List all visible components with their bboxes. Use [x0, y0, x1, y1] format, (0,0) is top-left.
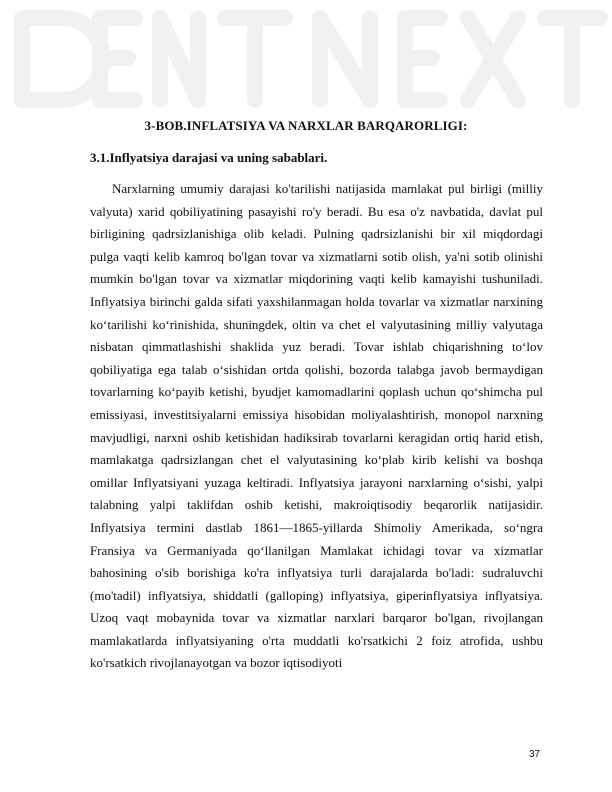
watermark-icon — [0, 0, 612, 120]
chapter-title: 3-BOB.INFLATSIYA VA NARXLAR BARQARORLIGI: — [144, 118, 468, 133]
page-number: 37 — [529, 749, 541, 760]
body-paragraph: Narxlarning umumiy darajasi ko'tarilishi natijasida mamlakat pul birligi (milliy valyuta) xarid qobiliyatining pasayishi ro'y beradi. Bu esa o'z navbatida, davlat pul birligining qadrsizlanishiga olib keladi. Pulning qadrsizlanishi bir xil miqdordagi pulga vaqti kelib kamroq bo'lgan tovar va xizmatlarni sotib olish, ya'ni sotib olinishi mumkin bo'lgan tovar va xizmatlar miqdorining vaqti kelib kamayishi tushuniladi. Inflyatsiya birinchi galda sifati yaxshilanmagan holda tovarlar va xizmatlar narxining ko‘tarilishi ko‘rinishida, shuningdek, oltin va chet el valyutasining milliy valyutaga nisbatan qimmatlashishi shaklida yuz beradi. Tovar ishlab chiqarishning to‘lov qobiliyatiga ega talab o‘sishidan ortda qolishi, bozorda talabga javob bermaydigan tovarlarning ko‘payib ketishi, byudjet kamomadlarini qoplash uchun qo‘shimcha pul emissiyasi, investitsiyalarni emissiya hisobidan moliyalashtirish, monopol narxning mavjudligi, narxni oshib ketishidan hadiksirab tovarlarni keragidan ortiq harid etish, mamlakatga qadrsizlangan chet el valyutasining ko‘plab kirib kelishi va boshqa omillar Inflyatsiyani yuzaga keltiradi. Inflyatsiya jarayoni narxlarning o‘sishi, yalpi talabning yalpi taklifdan oshib ketishi, makroiqtisodiy beqarorlik natijasidir. Inflyatsiya termini dastlab 1861—1865-yillarda Shimoliy Amerikada, so‘ngra Fransiya va Germaniyada qo‘llanilgan Mamlakat ichidagi tovar va xizmatlar bahosining o'sib borishiga ko'ra inflyatsiya turli darajalarda bo'ladi: sudraluvchi (mo'tadil) inflyatsiya, shiddatli (galloping) inflyatsiya, giperinflyatsiya inflyatsiya. Uzoq vaqt mobaynida tovar va xizmatlar narxlari barqaror bo'lgan, rivojlangan mamlakatlarda inflyatsiyaning o'rta muddatli ko'rsatkichi 2 foiz atrofida, ushbu ko'rsatkich rivojlanayotgan va bozor iqtisodiyoti — [90, 181, 543, 671]
section-title: 3.1.Inflyatsiya darajasi va uning sabablari. — [90, 150, 328, 165]
